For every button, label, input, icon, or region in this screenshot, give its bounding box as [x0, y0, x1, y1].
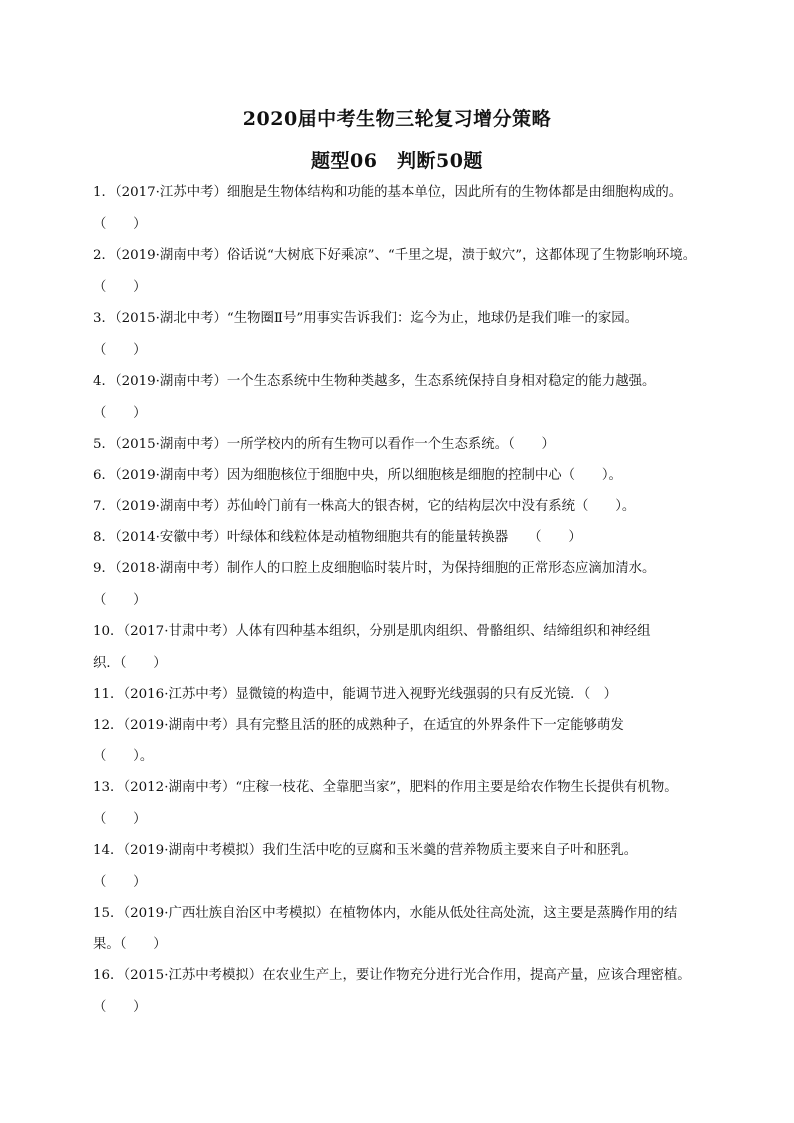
question-line: （ ） — [93, 812, 147, 827]
question-line: 织．（ ） — [93, 656, 167, 671]
question-line: （ ） — [93, 280, 147, 295]
question-line: （ ） — [93, 343, 147, 358]
question-line: （ ）。 — [93, 749, 154, 764]
question-line: （ ） — [93, 593, 147, 608]
question-line: 15．（2019·广西壮族自治区中考模拟）在植物体内，水能从低处往高处流，这主要是蒸腾作用的结 — [93, 906, 678, 921]
question-line: 2．（2019·湖南中考）俗话说“大树底下好乘凉”、“千里之堤，溃于蚁穴”，这都体现了生物影响环境。 — [93, 248, 697, 263]
question-line: 6．（2019·湖南中考）因为细胞核位于细胞中央，所以细胞核是细胞的控制中心（ ）。 — [93, 468, 622, 483]
question-line: 16．（2015·江苏中考模拟）在农业生产上，要让作物充分进行光合作用，提高产量，应该合理密植。 — [93, 968, 691, 983]
question-line: 14．（2019·湖南中考模拟）我们生活中吃的豆腐和玉米羹的营养物质主要来自子叶和胚乳。 — [93, 843, 638, 858]
question-line: 5．（2015·湖南中考）一所学校内的所有生物可以看作一个生态系统。（ ） — [93, 437, 555, 452]
question-line: （ ） — [93, 1000, 147, 1015]
question-line: 4．（2019·湖南中考）一个生态系统中生物种类越多，生态系统保持自身相对稳定的能力越强。 — [93, 374, 656, 389]
question-line: 9．（2018·湖南中考）制作人的口腔上皮细胞临时装片时，为保持细胞的正常形态应滴加清水。 — [93, 561, 656, 576]
question-line: （ ） — [93, 217, 147, 232]
question-line: 12．（2019·湖南中考）具有完整且活的胚的成熟种子，在适宜的外界条件下一定能够萌发 — [93, 718, 624, 733]
question-line: 8．（2014·安徽中考）叶绿体和线粒体是动植物细胞共有的能量转换器 （ ） — [93, 530, 582, 545]
question-line: 1．（2017·江苏中考）细胞是生物体结构和功能的基本单位，因此所有的生物体都是由细胞构成的。 — [93, 185, 683, 200]
question-line: （ ） — [93, 406, 147, 421]
question-line: 3．（2015·湖北中考）“生物圈Ⅱ号”用事实告诉我们：迄今为止，地球仍是我们唯一的家园。 — [93, 311, 639, 326]
question-line: 13．（2012·湖南中考）“庄稼一枝花、全靠肥当家”，肥料的作用主要是给农作物生长提供有机物。 — [93, 780, 678, 795]
question-line: 果。（ ） — [93, 937, 167, 952]
question-line: 11．（2016·江苏中考）显微镜的构造中，能调节进入视野光线强弱的只有反光镜．（ ） — [93, 687, 618, 702]
question-line: （ ） — [93, 875, 147, 890]
question-line: 10．（2017·甘肃中考）人体有四种基本组织，分别是肌肉组织、骨骼组织、结缔组织和神经组 — [93, 624, 651, 639]
question-line: 7．（2019·湖南中考）苏仙岭门前有一株高大的银杏树，它的结构层次中没有系统（ ）。 — [93, 499, 636, 514]
document-title: 2020届中考生物三轮复习增分策略 — [242, 108, 552, 130]
document-subtitle: 题型06 判断50题 — [311, 150, 483, 172]
